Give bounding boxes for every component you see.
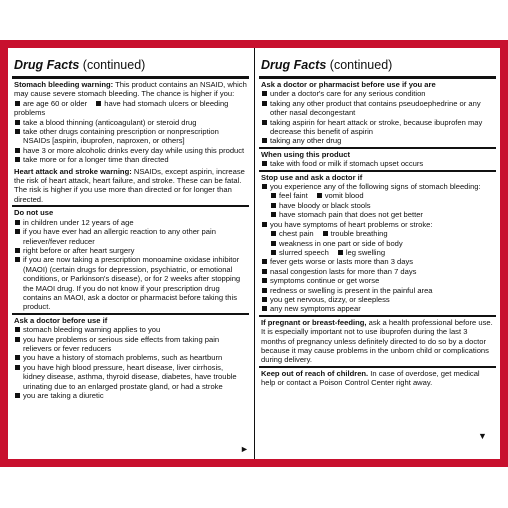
ask-doctor: Ask a doctor before use if stomach bleeding warning applies to you you have problems or serious side effects from taking pain relievers or fever reducers you have a history of stomach problems, such as heartburn you have high blood pressure, heart disease, liver cirrhosis, kidney disease, asthma, thyroid disease, diabetes, have trouble urinating due to an enlarged prostate gland, or had a stroke you are taking a diuretic: [12, 315, 249, 402]
column-divider: [254, 48, 255, 459]
stomach-warning: Stomach bleeding warning: This product contains an NSAID, which may cause severe stomach bleeding. The chance is higher if you: are age 60 or older have had stomach ulcers or bleeding problems take a blood thinning (anticoagulant) or steroid drug take other drugs containing prescription or nonprescription NSAIDs [aspirin, ibuprofen, naproxen, or others] have 3 or more alcoholic drinks every day while using this product take more or for a longer time than directed: [14, 80, 247, 165]
left-column: [12, 52, 249, 401]
label-panel: [8, 48, 500, 459]
when-using: When using this product take with food or milk if stomach upset occurs: [259, 149, 496, 172]
ask-pharmacist: Ask a doctor or pharmacist before use if you are under a doctor's care for any serious condition taking any other product that contains pseudoephedrine or any other nasal decongestant taking aspirin for heart attack or stroke, because ibuprofen may decrease this benefit of aspirin taking any other drug: [259, 79, 496, 149]
do-not-use: Do not use in children under 12 years of age if you have ever had an allergic reaction to any other pain reliever/fever reducer right before or after heart surgery if you are now taking a prescription monoamine oxidase inhibitor (MAOI) (certain drugs for depression, psychiatric, or emotional conditions, or Parkinson's disease), or for 2 weeks after stopping the MAOI drug. If you do not know if your prescription drug contains an MAOI, ask a doctor or pharmacist before taking this product.: [12, 207, 249, 314]
left-title: Drug Facts (continued): [12, 52, 249, 79]
heart-warning: Heart attack and stroke warning: NSAIDs, except aspirin, increase the risk of heart attack, heart failure, and stroke. These can be fatal. The risk is higher if you use more than directed or for longer than directed.: [12, 166, 249, 208]
stop-use: Stop use and ask a doctor if you experience any of the following signs of stomach bleeding: feel faint vomit blood have bloody or black stools have stomach pain that does not get better you have symptoms of heart problems or stroke: chest pain trouble breathing weakness in one part or side of body slurred speech leg swelling fever gets worse or lasts more than 3 days nasal congestion lasts for more than 7 days symptoms continue or get worse redness or swelling is present in the painful area you get nervous, dizzy, or sleepless any new symptoms appear: [259, 172, 496, 317]
pregnancy-warning: If pregnant or breast-feeding, ask a health professional before use. It is especially important not to use ibuprofen during the last 3 months of pregnancy unless definitely directed to do so by a doctor because it may cause problems in the unborn child or complications during delivery.: [259, 317, 496, 368]
label-frame: [0, 40, 508, 467]
right-title: Drug Facts (continued): [259, 52, 496, 79]
continue-arrow-icon: ►: [240, 444, 249, 454]
keep-out-of-reach: Keep out of reach of children. In case of overdose, get medical help or contact a Poison Control Center right away.: [261, 368, 480, 388]
continue-arrow-down-icon: ▼: [478, 431, 487, 441]
right-column: [259, 52, 496, 389]
